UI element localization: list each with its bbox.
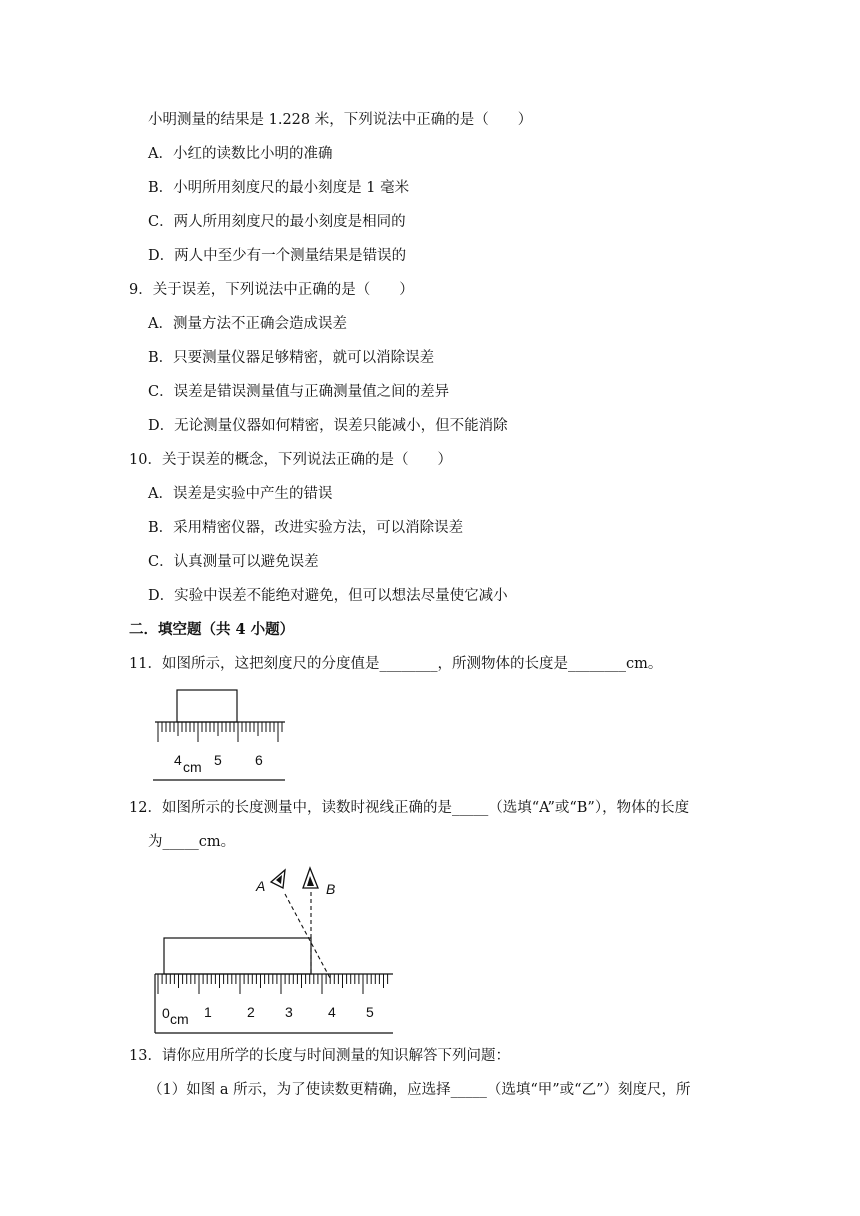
q8-option-a[interactable]: A．小红的读数比小明的准确: [148, 146, 333, 162]
q12-tick-label-1: 1: [204, 1004, 212, 1020]
q10-option-d[interactable]: D．实验中误差不能绝对避免，但可以想法尽量使它减小: [148, 588, 508, 604]
q8-option-b[interactable]: B．小明所用刻度尺的最小刻度是 1 毫米: [148, 180, 410, 196]
q10-option-a[interactable]: A．误差是实验中产生的错误: [148, 486, 333, 502]
q13-sub1: （1）如图 a 所示，为了使读数更精确，应选择_____（选填“甲”或“乙”）刻度尺，所: [148, 1082, 691, 1098]
section-title: 二．填空题（共 4 小题）: [129, 621, 295, 638]
q8-stem: 小明测量的结果是 1.228 米，下列说法中正确的是（ ）: [148, 112, 533, 128]
eye-a-icon: [271, 870, 285, 888]
sight-line-a: [285, 894, 330, 978]
q12-unit-label: cm: [170, 1011, 189, 1027]
q12-tick-label-4: 4: [328, 1004, 336, 1020]
q11-ruler-figure: [150, 686, 290, 786]
q9-option-b[interactable]: B．只要测量仪器足够精密，就可以消除误差: [148, 350, 435, 366]
q11-measured-object: [177, 690, 237, 722]
q9-option-a[interactable]: A．测量方法不正确会造成误差: [148, 316, 347, 332]
q12-measurement-figure: [150, 858, 400, 1038]
q10-option-b[interactable]: B．采用精密仪器，改进实验方法，可以消除误差: [148, 520, 464, 536]
q9-option-c[interactable]: C．误差是错误测量值与正确测量值之间的差异: [148, 384, 450, 400]
q11-stem: 11．如图所示，这把刻度尺的分度值是________，所测物体的长度是________cm。: [129, 656, 663, 672]
q13-stem: 13．请你应用所学的长度与时间测量的知识解答下列问题：: [129, 1048, 510, 1064]
q11-ruler-ticks: [158, 722, 282, 742]
q12-stem-line1: 12．如图所示的长度测量中，读数时视线正确的是_____（选填“A”或“B”），物体的长度: [129, 800, 690, 816]
q8-option-c[interactable]: C．两人所用刻度尺的最小刻度是相同的: [148, 214, 406, 230]
eye-label-b: B: [326, 881, 336, 897]
eye-label-a: A: [256, 878, 266, 894]
q12-measured-object: [164, 938, 311, 974]
q9-option-d[interactable]: D．无论测量仪器如何精密，误差只能减小，但不能消除: [148, 418, 508, 434]
q8-option-d[interactable]: D．两人中至少有一个测量结果是错误的: [148, 248, 407, 264]
q12-tick-label-2: 2: [247, 1004, 255, 1020]
eye-b-icon: [303, 868, 318, 888]
q12-ruler-ticks: [158, 974, 388, 994]
q10-option-c[interactable]: C．认真测量可以避免误差: [148, 554, 319, 570]
q11-unit-label: cm: [183, 759, 202, 775]
q12-stem-line2: 为_____cm。: [148, 834, 236, 850]
q12-tick-label-5: 5: [366, 1004, 374, 1020]
q11-tick-label-6: 6: [255, 752, 263, 768]
q9-stem: 9．关于误差，下列说法中正确的是（ ）: [129, 282, 414, 298]
q12-zero-label: 0: [162, 1005, 170, 1021]
q12-tick-label-3: 3: [285, 1004, 293, 1020]
q10-stem: 10．关于误差的概念，下列说法正确的是（ ）: [129, 452, 452, 468]
q11-tick-label-4: 4: [174, 752, 182, 768]
q11-tick-label-5: 5: [214, 752, 222, 768]
